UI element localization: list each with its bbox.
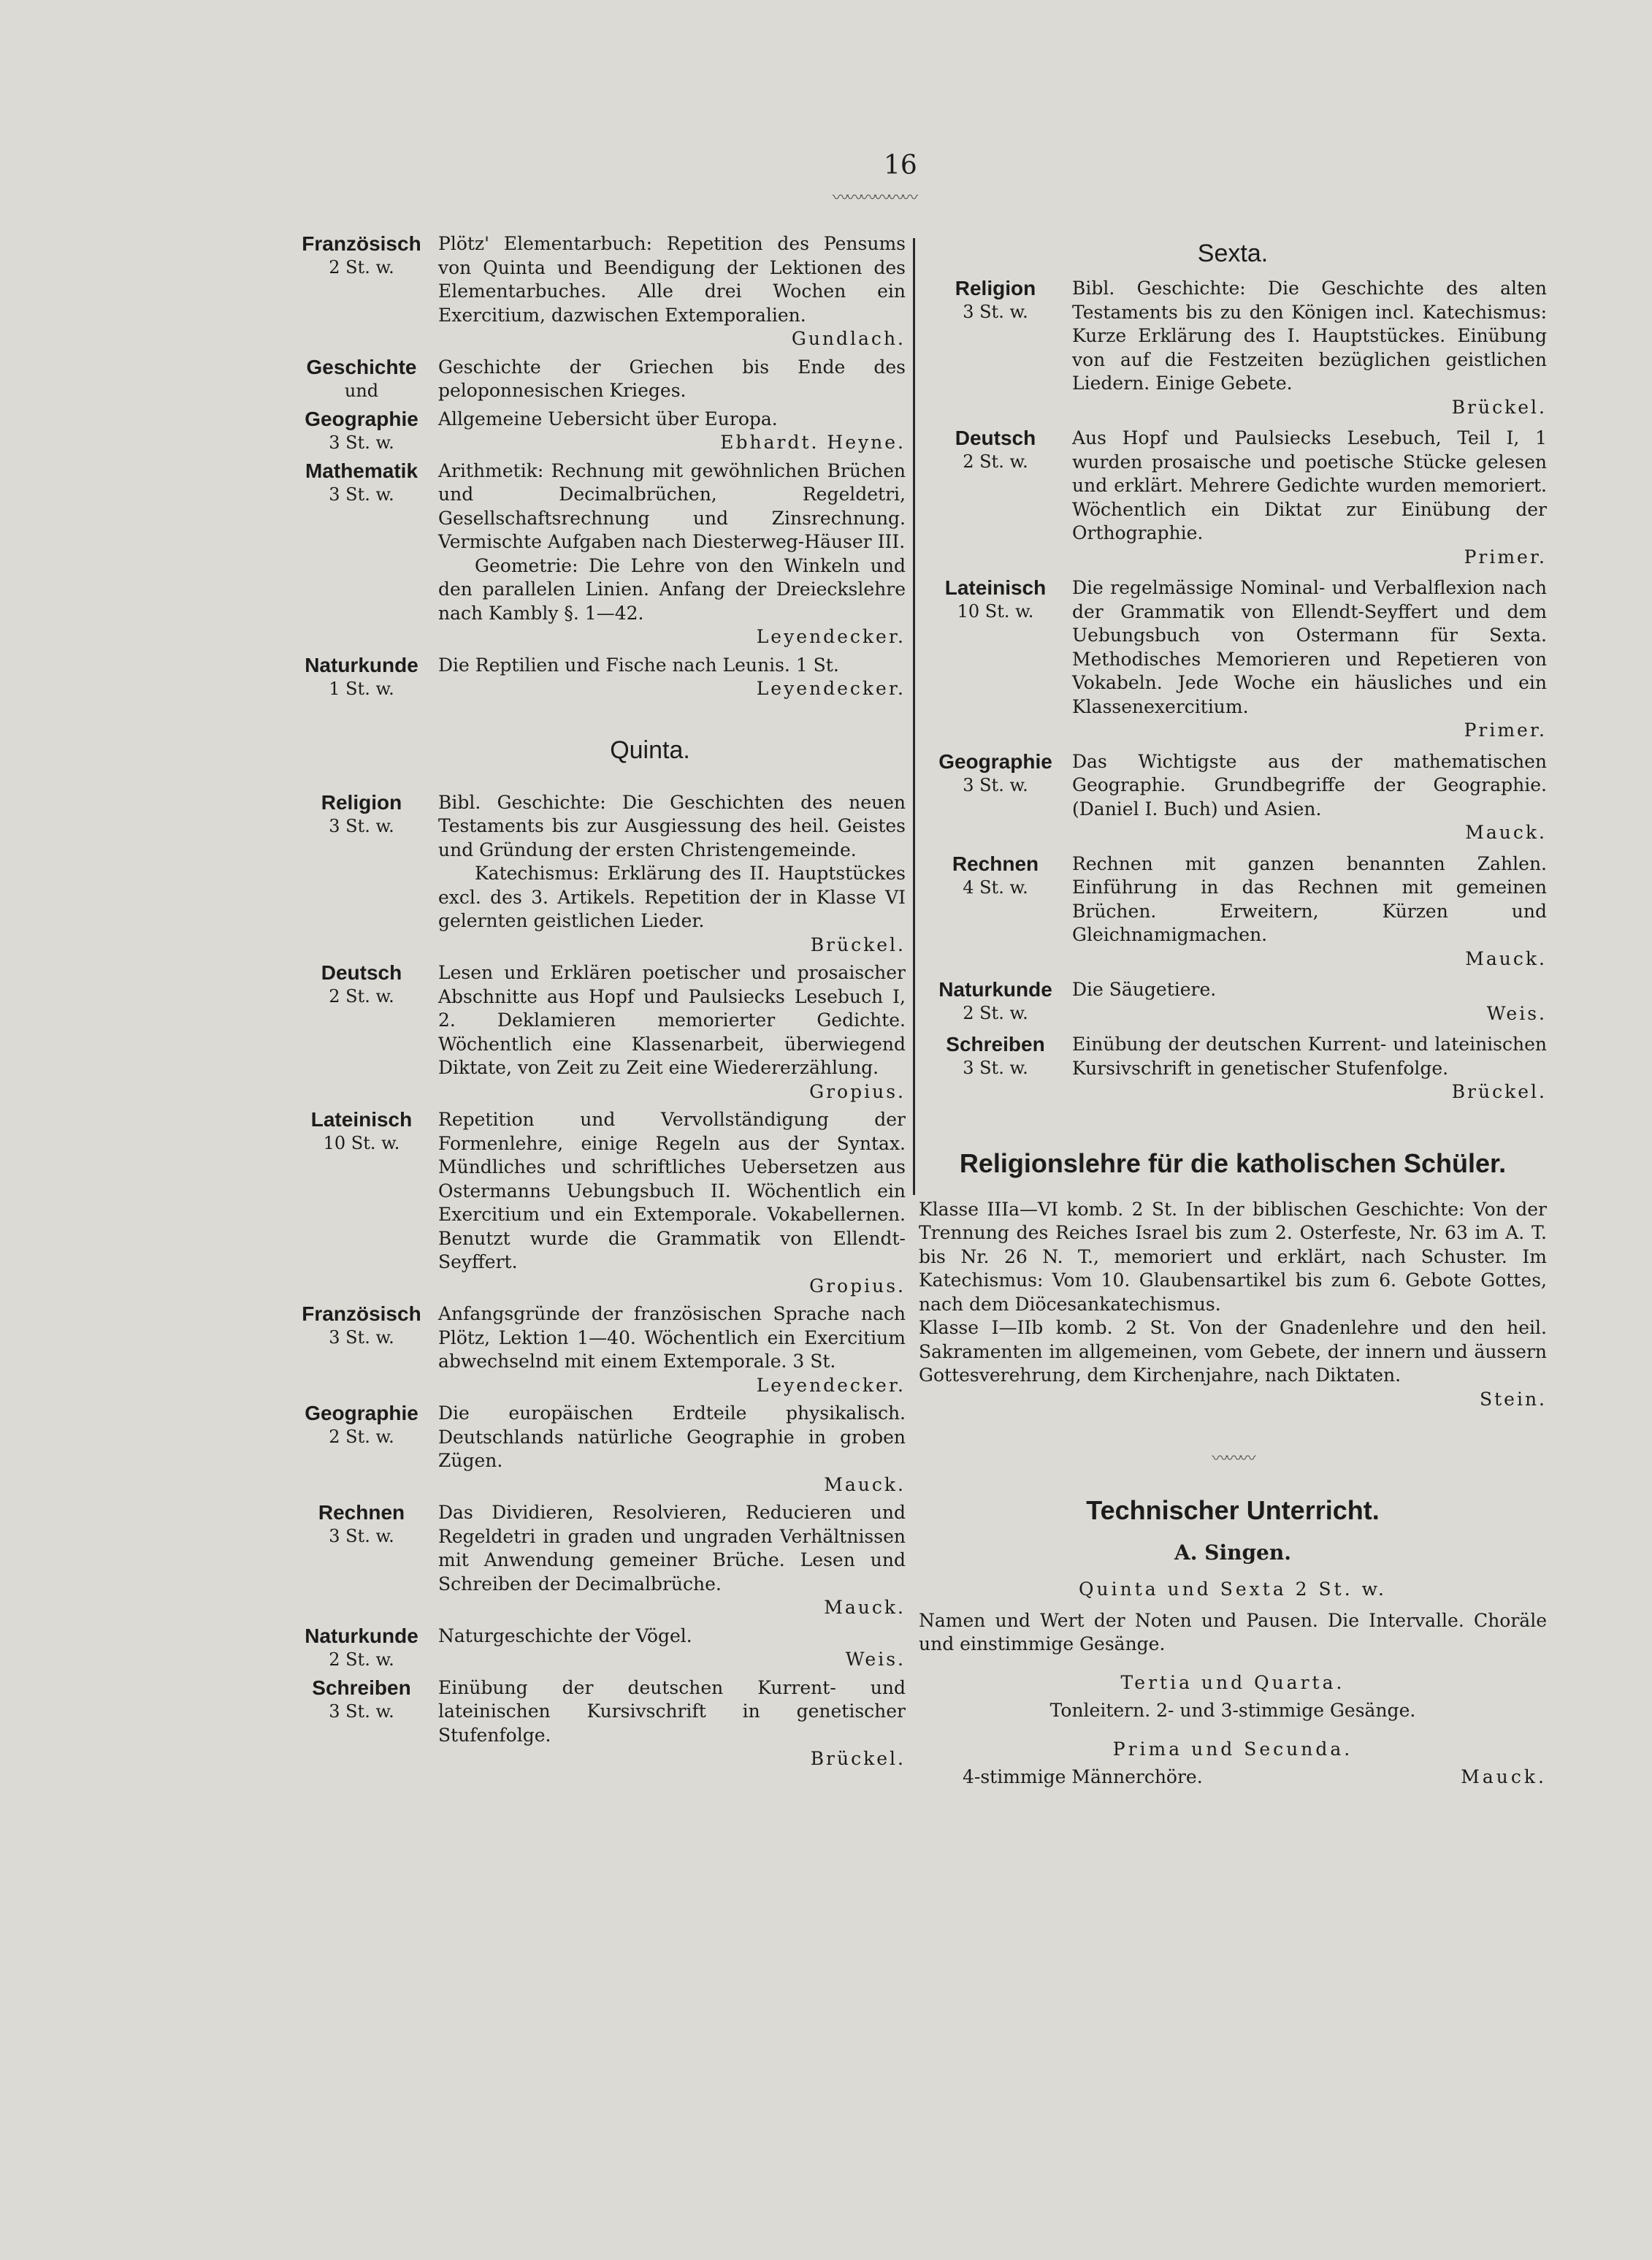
subject-description	[438, 654, 906, 701]
subject-label	[285, 1302, 438, 1349]
subject-description	[1072, 852, 1547, 971]
prima-secunda-label: Prima und Secunda.	[1112, 1738, 1353, 1760]
subject-entry	[285, 408, 906, 455]
religion-paragraph: Klasse IIIa—VI komb. 2 St. In der biblischen Geschichte: Von der Trennung des Reiches Israel bis zum 2. Osterfeste, Nr. 63 im A. T. bis Nr. 26 N. T., memoriert und erklärt, nach Schuster. Im Katechismus: Vom 10. Glaubensartikel bis zum 6. Gebote Gottes, nach dem Diöcesankatechismus.	[919, 1198, 1547, 1315]
subject-label	[285, 1625, 438, 1671]
subject-label	[285, 1108, 438, 1155]
teacher-signature: Brückel.	[1451, 396, 1547, 418]
subject-name: Naturkunde	[305, 1624, 418, 1647]
column-divider	[913, 238, 915, 1195]
subject-name: Geographie	[305, 1402, 418, 1424]
subject-hours: 3 St. w.	[329, 1700, 394, 1722]
subject-name: Mathematik	[305, 459, 418, 482]
teacher-signature: Brückel.	[810, 934, 906, 955]
subject-name: Deutsch	[321, 961, 402, 984]
description-paragraph: Geometrie: Die Lehre von den Winkeln und den parallelen Linien. Anfang der Dreieckslehre nach Kambly §. 1—42.	[438, 554, 906, 624]
description-paragraph: Katechismus: Erklärung des II. Hauptstückes excl. des 3. Artikels. Repetition der in Klasse VI gelernten geistlichen Lieder.	[438, 863, 906, 931]
subject-label	[919, 1033, 1072, 1080]
description-paragraph: Die Reptilien und Fische nach Leunis. 1 St.	[438, 654, 839, 676]
teacher-signature: Weis.	[845, 1649, 906, 1670]
subject-name: Geographie	[938, 749, 1052, 773]
subject-entry	[285, 459, 906, 649]
subject-description	[438, 791, 906, 958]
subject-description	[438, 961, 906, 1104]
subject-entry	[285, 1108, 906, 1298]
subject-description	[438, 459, 906, 649]
description-paragraph: Die Säugetiere.	[1072, 979, 1217, 1000]
sexta-section	[919, 277, 1547, 1104]
description-paragraph: Die regelmässige Nominal- und Verbalflexion nach der Grammatik von Ellendt-Seyffert und dem Uebungsbuch von Ostermann für Sexta. Methodisches Memorieren und Repetieren von Vokabeln. Jede Woche ein häusliches und ein Klassenexercitium.	[1072, 577, 1547, 717]
technical-heading: Technischer Unterricht.	[1086, 1495, 1380, 1525]
subject-description	[438, 1402, 906, 1497]
description-paragraph: Anfangsgründe der französischen Sprache nach Plötz, Lektion 1—40. Wöchentlich ein Exercitium abwechselnd mit einem Extemporale. 3 St.	[438, 1303, 906, 1372]
subject-name: Rechnen	[952, 852, 1039, 875]
subject-hours: 10 St. w.	[957, 601, 1034, 622]
subject-label	[285, 356, 438, 402]
ornament-divider: 〰〰〰〰〰〰	[833, 189, 917, 207]
subject-description	[1072, 277, 1547, 419]
subject-hours: 10 St. w.	[323, 1133, 400, 1153]
subject-description	[438, 232, 906, 351]
quinta-heading: Quinta.	[610, 736, 690, 764]
subject-description	[1072, 978, 1547, 1026]
subject-label	[285, 1676, 438, 1723]
subject-description	[438, 1625, 906, 1672]
subject-hours: 3 St. w.	[963, 774, 1028, 795]
subject-hours: 1 St. w.	[329, 678, 394, 699]
subject-label	[285, 654, 438, 700]
description-paragraph: Plötz' Elementarbuch: Repetition des Pensums von Quinta und Beendigung der Lektionen des Elementarbuches. Alle drei Wochen ein Exercitium, dazwischen Extemporalien.	[438, 233, 906, 326]
teacher-signature: Primer.	[1464, 546, 1547, 568]
description-paragraph: Die europäischen Erdteile physikalisch. Deutschlands natürliche Geographie in groben Zügen.	[438, 1402, 906, 1471]
subject-label	[919, 750, 1072, 797]
subject-hours: 2 St. w.	[329, 986, 394, 1007]
singing-heading: A. Singen.	[1174, 1541, 1291, 1565]
teacher-signature: Mauck.	[1465, 947, 1547, 969]
teacher-signature: Leyendecker.	[756, 626, 906, 647]
subject-label	[919, 852, 1072, 899]
subject-description	[438, 356, 906, 403]
subject-name: Naturkunde	[938, 978, 1052, 1001]
subject-description	[1072, 750, 1547, 845]
subject-entry	[285, 1501, 906, 1620]
subject-entry	[285, 1302, 906, 1397]
subject-label	[919, 978, 1072, 1025]
description-paragraph: Bibl. Geschichte: Die Geschichten des neuen Testaments bis zur Ausgiessung des heil. Geistes und Gründung der ersten Christengemeinde.	[438, 791, 906, 860]
subject-description	[1072, 1033, 1547, 1104]
subject-name: Religion	[955, 277, 1036, 299]
teacher-signature: Primer.	[1464, 719, 1547, 741]
subject-name: Französisch	[302, 1302, 421, 1325]
subject-entry	[285, 1625, 906, 1672]
subject-label	[285, 232, 438, 279]
prima-secunda-text: 4-stimmige Männerchöre.	[963, 1766, 1203, 1787]
subject-name: Geschichte	[306, 355, 417, 378]
subject-entry	[285, 232, 906, 351]
subject-label	[919, 576, 1072, 623]
subject-hours: 3 St. w.	[329, 815, 394, 836]
subject-description	[438, 1501, 906, 1620]
subject-hours: 3 St. w.	[329, 432, 394, 453]
quinta-section	[285, 791, 906, 1771]
subject-name: Schreiben	[946, 1033, 1045, 1055]
prima-secunda-row	[919, 1765, 1547, 1790]
subject-hours: 3 St. w.	[329, 484, 394, 505]
description-paragraph: Aus Hopf und Paulsiecks Lesebuch, Teil I, 1 wurden prosaische und poetische Stücke gelesen und erklärt. Mehrere Gedichte wurden memoriert. Wöchentlich ein Diktat zur Einübung der Orthographie.	[1072, 427, 1547, 543]
subject-description	[438, 1108, 906, 1298]
subject-label	[285, 961, 438, 1008]
teacher-signature: Gropius.	[809, 1275, 906, 1297]
subject-entry	[919, 1033, 1547, 1104]
subject-entry	[919, 852, 1547, 971]
subject-hours: 3 St. w.	[963, 302, 1028, 322]
teacher-signature: Gropius.	[809, 1080, 906, 1102]
subject-label	[285, 1501, 438, 1548]
subject-label	[919, 277, 1072, 324]
tertia-quarta-label: Tertia und Quarta.	[1120, 1671, 1345, 1693]
subject-name: Schreiben	[312, 1676, 411, 1699]
description-paragraph: Rechnen mit ganzen benannten Zahlen. Einführung in das Rechnen mit gemeinen Brüchen. Erweitern, Kürzen und Gleichnamigmachen.	[1072, 852, 1547, 945]
subject-entry	[919, 576, 1547, 743]
teacher-signature: Gundlach.	[791, 328, 906, 349]
religion-heading: Religionslehre für die katholischen Schüler.	[959, 1148, 1507, 1178]
teacher-signature: Stein.	[1479, 1388, 1547, 1410]
left-first-block	[285, 232, 906, 701]
quinta-sexta-text: Namen und Wert der Noten und Pausen. Die Intervalle. Choräle und einstimmige Gesänge.	[919, 1609, 1547, 1654]
subject-entry	[919, 427, 1547, 569]
teacher-signature: Mauck.	[824, 1473, 906, 1495]
subject-entry	[919, 750, 1547, 845]
subject-name: Rechnen	[318, 1501, 405, 1524]
teacher-signature: Leyendecker.	[756, 678, 906, 699]
subject-entry	[285, 1676, 906, 1771]
subject-description	[438, 408, 906, 455]
subject-hours: 3 St. w.	[963, 1058, 1028, 1078]
description-paragraph: Bibl. Geschichte: Die Geschichte des alten Testaments bis zu den Königen incl. Katechismus: Kurze Erklärung des I. Hauptstückes. Einübung von auf die Festzeiten bezüglichen geistlichen Liedern. Einige Gebete.	[1072, 278, 1547, 394]
religion-section	[919, 1198, 1547, 1412]
teacher-signature: Brückel.	[810, 1748, 906, 1769]
teacher-signature: Mauck.	[1465, 822, 1547, 843]
subject-name: Geographie	[305, 407, 418, 430]
subject-hours: 2 St. w.	[329, 1649, 394, 1670]
page-number: 16	[884, 150, 917, 180]
description-paragraph: Geschichte der Griechen bis Ende des peloponnesischen Krieges.	[438, 356, 906, 401]
teacher-signature: Ebhardt. Heyne.	[720, 432, 906, 453]
subject-label	[285, 791, 438, 838]
subject-name: Lateinisch	[944, 576, 1047, 599]
subject-entry	[285, 791, 906, 958]
teacher-signature: Leyendecker.	[756, 1374, 906, 1396]
teacher-signature: Mauck.	[1461, 1766, 1547, 1787]
subject-label	[919, 427, 1072, 473]
subject-entry	[919, 277, 1547, 419]
subject-name: Naturkunde	[305, 653, 418, 676]
left-column	[285, 232, 906, 1776]
subject-label	[285, 459, 438, 506]
teacher-signature: Weis.	[1486, 1002, 1547, 1024]
subject-hours: 4 St. w.	[963, 877, 1028, 898]
subject-name: Französisch	[302, 232, 421, 255]
subject-label	[285, 408, 438, 454]
subject-hours: 2 St. w.	[963, 1003, 1028, 1023]
description-paragraph: Einübung der deutschen Kurrent- und lateinischen Kursivschrift in genetischer Stufenfolge.	[1072, 1034, 1547, 1079]
sexta-heading: Sexta.	[1197, 240, 1269, 267]
quinta-sexta-label: Quinta und Sexta 2 St. w.	[1079, 1578, 1387, 1600]
description-paragraph: Naturgeschichte der Vögel.	[438, 1625, 692, 1646]
description-paragraph: Repetition und Vervollständigung der Formenlehre, einige Regeln aus der Syntax. Mündliches und schriftliches Uebersetzen aus Ostermanns Uebungsbuch II. Wöchentlich ein Exercitium und ein Extemporale. Vokabellernen. Benutzt wurde die Grammatik von Ellendt-Seyffert.	[438, 1109, 906, 1272]
subject-hours: 2 St. w.	[329, 257, 394, 278]
subject-entry	[285, 961, 906, 1104]
subject-hours: 3 St. w.	[329, 1327, 394, 1348]
subject-description	[438, 1302, 906, 1397]
description-paragraph: Einübung der deutschen Kurrent- und lateinischen Kursivschrift in genetischer Stufenfolge.	[438, 1676, 906, 1746]
subject-description	[1072, 427, 1547, 569]
teacher-signature: Mauck.	[824, 1597, 906, 1618]
subject-hours: und	[344, 380, 379, 401]
subject-description	[438, 1676, 906, 1771]
subject-hours: 3 St. w.	[329, 1526, 394, 1546]
religion-paragraph: Klasse I—IIb komb. 2 St. Von der Gnadenlehre und den heil. Sakramenten im allgemeinen, vom Gebete, der innern und äussern Gottesverehrung, dem Kirchenjahre, nach Diktaten.	[919, 1317, 1547, 1386]
subject-entry	[285, 1402, 906, 1497]
ornament-divider: 〰〰〰	[1212, 1450, 1254, 1468]
subject-name: Deutsch	[955, 427, 1036, 449]
subject-entry	[285, 356, 906, 403]
right-column	[919, 232, 1547, 1790]
subject-entry	[919, 978, 1547, 1026]
description-paragraph: Lesen und Erklären poetischer und prosaischer Abschnitte aus Hopf und Paulsiecks Lesebuch I, 2. Deklamieren memorierter Gedichte. Wöchentlich eine Klassenarbeit, überwiegend Diktate, von Zeit zu Zeit eine Wiedererzählung.	[438, 962, 906, 1078]
tertia-quarta-text: Tonleitern. 2- und 3-stimmige Gesänge.	[1049, 1700, 1416, 1721]
teacher-signature: Brückel.	[1451, 1081, 1547, 1102]
singing-section	[919, 1578, 1547, 1790]
description-paragraph: Das Wichtigste aus der mathematischen Geographie. Grundbegriffe der Geographie. (Daniel I. Buch) und Asien.	[1072, 750, 1547, 820]
subject-entry	[285, 654, 906, 701]
subject-name: Lateinisch	[310, 1108, 413, 1131]
subject-label	[285, 1402, 438, 1448]
description-paragraph: Arithmetik: Rechnung mit gewöhnlichen Brüchen und Decimalbrüchen, Regeldetri, Gesellschaftsrechnung und Zinsrechnung. Vermischte Aufgaben nach Diesterweg-Häuser III.	[438, 459, 906, 552]
subject-hours: 2 St. w.	[963, 451, 1028, 472]
subject-hours: 2 St. w.	[329, 1427, 394, 1447]
subject-description	[1072, 576, 1547, 743]
description-paragraph: Allgemeine Uebersicht über Europa.	[438, 408, 778, 430]
subject-name: Religion	[321, 790, 402, 814]
description-paragraph: Das Dividieren, Resolvieren, Reducieren und Regeldetri in graden und ungraden Verhältnissen mit Anwendung gemeiner Brüche. Lesen und Schreiben der Decimalbrüche.	[438, 1502, 906, 1595]
